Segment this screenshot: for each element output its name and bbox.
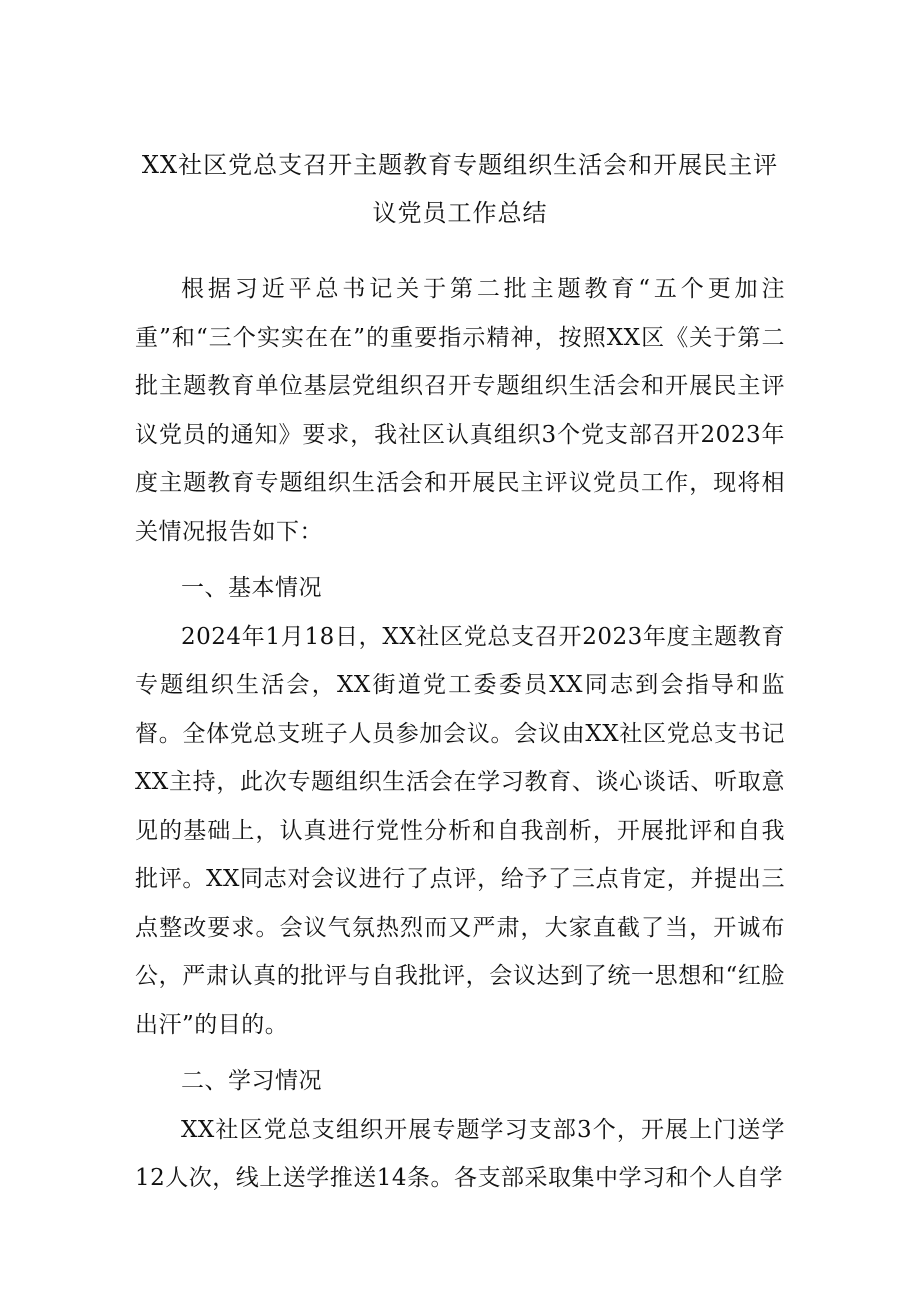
- section-2-heading: 二、学习情况: [181, 1068, 322, 1094]
- document-title-line-2: 议党员工作总结: [372, 199, 548, 227]
- document-body: [135, 265, 785, 1203]
- section-2-paragraph: XX社区党总支组织开展专题学习支部3个，开展上门送学12人次，线上送学推送14条。各支部采取集中学习和个人自学: [135, 1116, 785, 1191]
- intro-paragraph: 根据习近平总书记关于第二批主题教育“五个更加注重”和“三个实实在在”的重要指示精神，按照XX区《关于第二批主题教育单位基层党组织召开专题组织生活会和开展民主评议党员的通知》要求，我社区认真组织3个党支部召开2023年度主题教育专题组织生活会和开展民主评议党员工作，现将相关情况报告如下：: [135, 276, 785, 545]
- section-1-heading: 一、基本情况: [181, 575, 322, 601]
- section-1-paragraph: 2024年1月18日，XX社区党总支召开2023年度主题教育专题组织生活会，XX街道党工委委员XX同志到会指导和监督。全体党总支班子人员参加会议。会议由XX社区党总支书记XX主持，此次专题组织生活会在学习教育、谈心谈话、听取意见的基础上，认真进行党性分析和自我剖析，开展批评和自我批评。XX同志对会议进行了点评，给予了三点肯定，并提出三点整改要求。会议气氛热烈而又严肃，大家直截了当，开诚布公，严肃认真的批评与自我批评，会议达到了统一思想和“红脸出汗”的目的。: [135, 623, 785, 1038]
- document-title-line-1: XX社区党总支召开主题教育专题组织生活会和开展民主评: [141, 151, 779, 179]
